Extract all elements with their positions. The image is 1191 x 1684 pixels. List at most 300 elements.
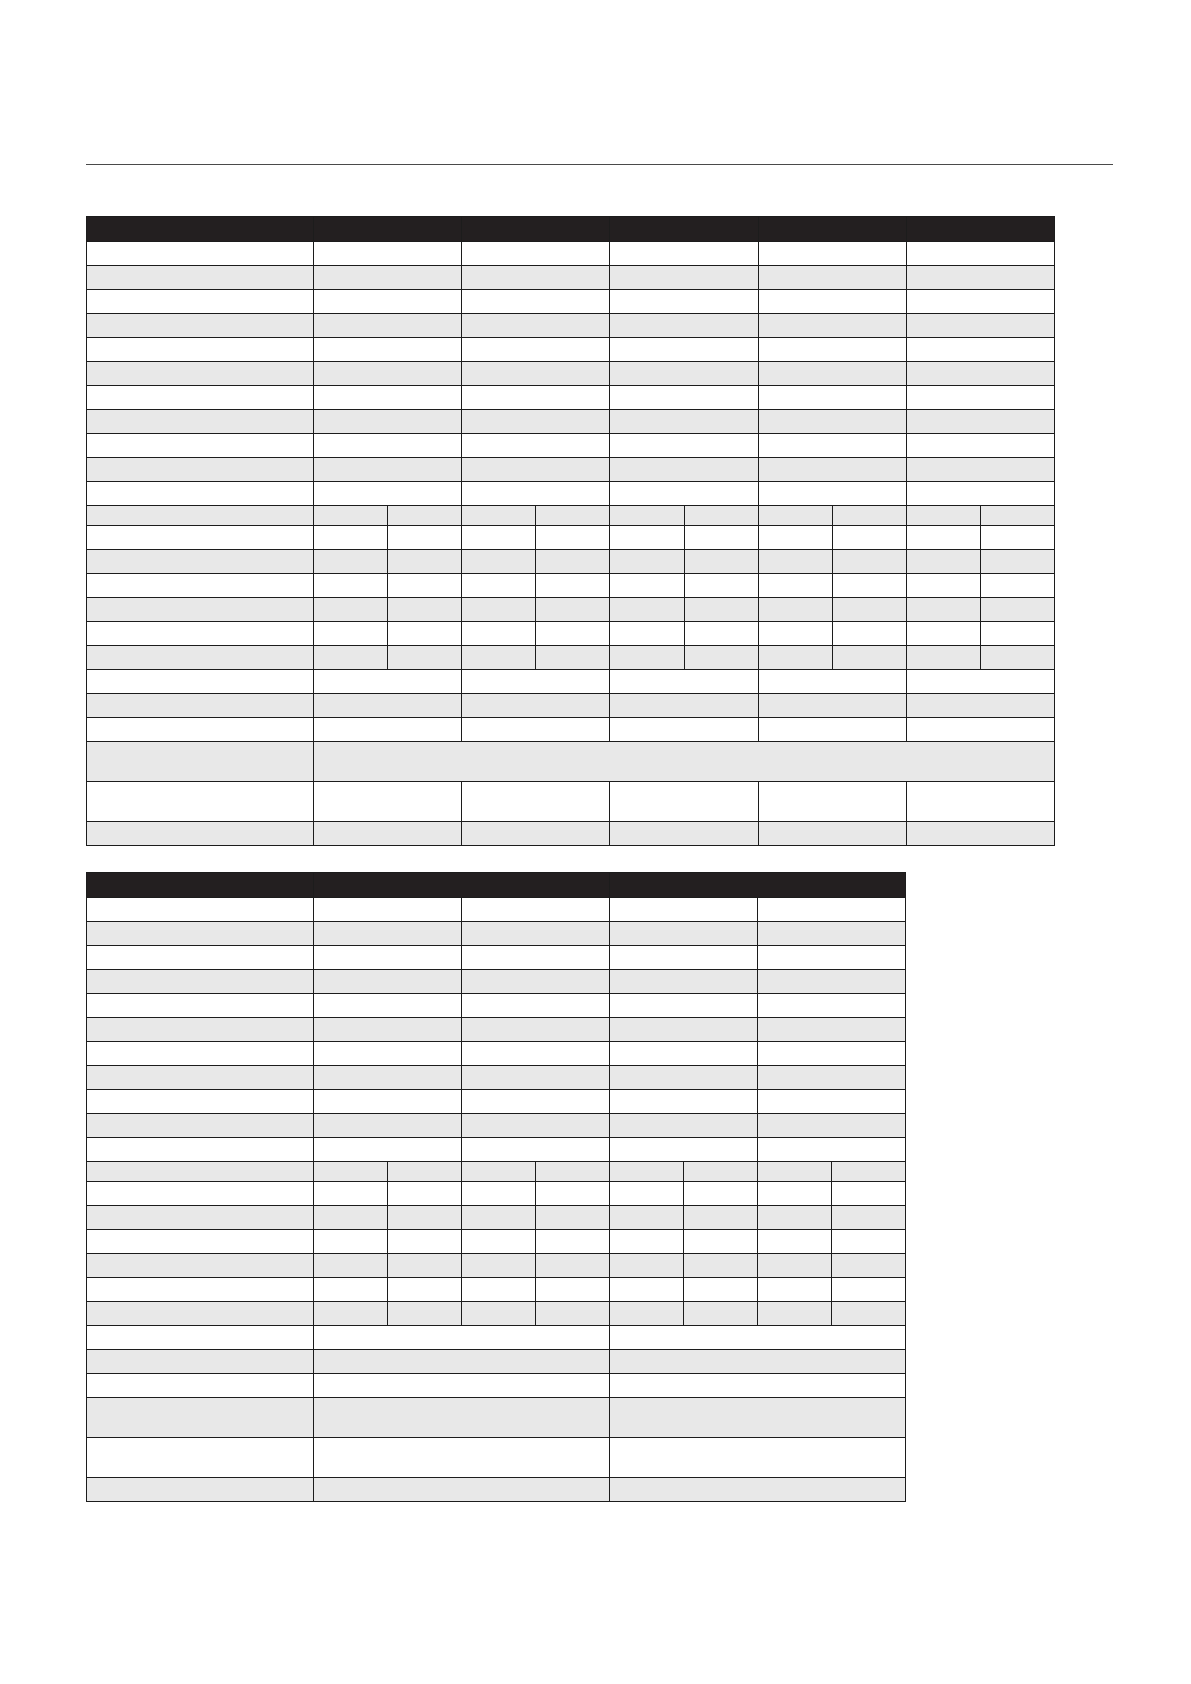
table-cell <box>758 266 906 290</box>
table-cell <box>536 1230 610 1254</box>
table-cell <box>906 718 1054 742</box>
table-cell <box>684 506 758 526</box>
table-cell <box>610 526 684 550</box>
row-label <box>87 646 314 670</box>
table-cell <box>314 1230 388 1254</box>
table-cell <box>462 338 610 362</box>
table-cell <box>906 670 1054 694</box>
table-cell <box>314 1042 462 1066</box>
table-cell <box>758 1018 906 1042</box>
table-cell <box>462 922 610 946</box>
table-cell <box>610 1066 758 1090</box>
table-cell <box>610 1478 906 1502</box>
table-cell <box>462 1162 536 1182</box>
table-row <box>87 742 1055 782</box>
row-label <box>87 1374 314 1398</box>
header-cell <box>87 873 314 898</box>
row-label <box>87 314 314 338</box>
table-cell <box>314 1090 462 1114</box>
table-cell <box>610 946 758 970</box>
table-cell <box>906 314 1054 338</box>
table-row <box>87 1230 906 1254</box>
table-row <box>87 482 1055 506</box>
table-cell <box>314 1066 462 1090</box>
table-cell <box>314 1302 388 1326</box>
row-label <box>87 434 314 458</box>
table-cell <box>758 410 906 434</box>
table-header-row <box>87 873 906 898</box>
table-cell <box>980 622 1054 646</box>
table-cell <box>462 898 610 922</box>
table-cell <box>610 1206 684 1230</box>
table-cell <box>314 550 388 574</box>
table-cell <box>832 1278 906 1302</box>
header-cell <box>314 873 610 898</box>
table-cell <box>462 1230 536 1254</box>
table-row <box>87 782 1055 822</box>
table-cell <box>610 670 758 694</box>
table-cell <box>610 646 684 670</box>
table-row <box>87 1254 906 1278</box>
table-cell <box>462 622 536 646</box>
table-cell <box>610 1138 758 1162</box>
table-cell <box>610 622 684 646</box>
table-cell <box>906 694 1054 718</box>
table-cell <box>610 718 758 742</box>
table-cell <box>462 266 610 290</box>
table-cell <box>610 410 758 434</box>
table-cell <box>610 1302 684 1326</box>
row-label <box>87 1206 314 1230</box>
table-cell <box>832 506 906 526</box>
table-row <box>87 242 1055 266</box>
table-cell <box>758 338 906 362</box>
table-cell <box>832 550 906 574</box>
table-cell <box>906 822 1054 846</box>
table-cell <box>462 670 610 694</box>
table-cell <box>462 550 536 574</box>
table-cell <box>906 482 1054 506</box>
row-label <box>87 574 314 598</box>
table-cell <box>462 1302 536 1326</box>
table-cell <box>314 362 462 386</box>
table-cell <box>610 386 758 410</box>
table-cell <box>462 526 536 550</box>
table-row <box>87 646 1055 670</box>
table-cell <box>758 670 906 694</box>
table-row <box>87 1206 906 1230</box>
table-cell <box>684 622 758 646</box>
row-label <box>87 550 314 574</box>
table-cell <box>758 550 832 574</box>
table-row <box>87 314 1055 338</box>
table-cell <box>758 362 906 386</box>
table-row <box>87 1138 906 1162</box>
table-cell <box>832 598 906 622</box>
table-cell <box>610 1278 684 1302</box>
table-cell <box>832 526 906 550</box>
table-cell <box>314 782 462 822</box>
table-cell <box>388 506 462 526</box>
table-cell <box>758 1162 832 1182</box>
table-cell <box>832 1254 906 1278</box>
table-cell <box>314 506 388 526</box>
header-cell <box>610 873 906 898</box>
table-cell <box>536 1182 610 1206</box>
table-cell <box>462 506 536 526</box>
table-row <box>87 362 1055 386</box>
row-label <box>87 410 314 434</box>
table-cell <box>462 598 536 622</box>
table-cell <box>388 646 462 670</box>
table-cell <box>610 1374 906 1398</box>
table-row <box>87 1326 906 1350</box>
row-label <box>87 694 314 718</box>
table-cell <box>462 1278 536 1302</box>
row-label <box>87 1326 314 1350</box>
table-cell <box>314 898 462 922</box>
row-label <box>87 362 314 386</box>
table-row <box>87 946 906 970</box>
table-cell <box>906 386 1054 410</box>
table-cell <box>314 242 462 266</box>
table-cell <box>684 1278 758 1302</box>
table-cell <box>610 1326 906 1350</box>
table-row <box>87 526 1055 550</box>
table-cell <box>462 822 610 846</box>
table-cell <box>462 1138 610 1162</box>
table-cell <box>536 506 610 526</box>
table-row <box>87 550 1055 574</box>
row-label <box>87 242 314 266</box>
row-label <box>87 482 314 506</box>
table-cell <box>610 598 684 622</box>
row-label <box>87 506 314 526</box>
row-label <box>87 458 314 482</box>
table-cell <box>906 458 1054 482</box>
table-cell <box>314 1398 610 1438</box>
table-cell <box>758 782 906 822</box>
table-cell <box>980 598 1054 622</box>
table-row <box>87 994 906 1018</box>
table-cell <box>314 290 462 314</box>
table-cell <box>536 1302 610 1326</box>
table-cell <box>758 646 832 670</box>
table-cell <box>314 574 388 598</box>
table-cell <box>314 1478 610 1502</box>
table-cell <box>758 694 906 718</box>
table-row <box>87 1374 906 1398</box>
row-label <box>87 1398 314 1438</box>
table-cell <box>758 598 832 622</box>
table-cell <box>388 1182 462 1206</box>
table-cell <box>610 970 758 994</box>
table-cell <box>758 994 906 1018</box>
table-cell <box>314 1350 610 1374</box>
table-row <box>87 1018 906 1042</box>
table-cell <box>610 1398 906 1438</box>
table-cell <box>684 550 758 574</box>
table-cell <box>758 1230 832 1254</box>
table-cell <box>462 1066 610 1090</box>
table-cell <box>906 622 980 646</box>
table-cell <box>388 1162 462 1182</box>
table-cell <box>832 1230 906 1254</box>
row-label <box>87 290 314 314</box>
table-cell <box>832 1206 906 1230</box>
table-cell <box>906 266 1054 290</box>
table-row <box>87 898 906 922</box>
table-cell <box>758 1254 832 1278</box>
row-label <box>87 1438 314 1478</box>
row-label <box>87 1066 314 1090</box>
top-rule <box>86 164 1113 165</box>
table-cell <box>610 550 684 574</box>
table-row <box>87 822 1055 846</box>
table-cell <box>758 458 906 482</box>
table-cell <box>388 526 462 550</box>
row-label <box>87 266 314 290</box>
table-cell <box>610 506 684 526</box>
table-cell <box>610 482 758 506</box>
table-cell <box>388 1278 462 1302</box>
table-row <box>87 1182 906 1206</box>
table-cell <box>536 574 610 598</box>
table-cell <box>314 410 462 434</box>
table-cell <box>610 290 758 314</box>
table-cell <box>906 550 980 574</box>
table-cell <box>462 386 610 410</box>
header-cell <box>758 217 906 242</box>
table-cell <box>758 386 906 410</box>
table-cell <box>314 1162 388 1182</box>
table-cell <box>758 946 906 970</box>
row-label <box>87 1302 314 1326</box>
table-cell <box>462 410 610 434</box>
table-cell <box>314 646 388 670</box>
table-cell <box>832 574 906 598</box>
row-label <box>87 718 314 742</box>
table-row <box>87 970 906 994</box>
table-cell <box>980 550 1054 574</box>
table-cell <box>906 362 1054 386</box>
table-cell <box>462 1042 610 1066</box>
table-cell <box>610 314 758 338</box>
table-row <box>87 506 1055 526</box>
table-cell <box>314 1138 462 1162</box>
table-cell <box>314 1374 610 1398</box>
row-label <box>87 1230 314 1254</box>
row-label <box>87 670 314 694</box>
table-cell <box>462 718 610 742</box>
table-cell <box>388 550 462 574</box>
table-cell <box>610 782 758 822</box>
table-cell <box>758 526 832 550</box>
table-cell <box>610 1350 906 1374</box>
row-label <box>87 598 314 622</box>
table-cell <box>610 898 758 922</box>
row-label <box>87 782 314 822</box>
table-cell <box>462 314 610 338</box>
row-label <box>87 1090 314 1114</box>
table-cell <box>388 1302 462 1326</box>
table-cell <box>314 970 462 994</box>
table-cell <box>536 550 610 574</box>
table-row <box>87 1066 906 1090</box>
table-cell <box>610 1230 684 1254</box>
table-cell <box>610 434 758 458</box>
table-row <box>87 1090 906 1114</box>
table-cell <box>462 782 610 822</box>
row-label <box>87 1254 314 1278</box>
table-row <box>87 1398 906 1438</box>
table-cell <box>462 1114 610 1138</box>
table-row <box>87 922 906 946</box>
table-cell <box>610 1438 906 1478</box>
table-cell <box>314 1114 462 1138</box>
table-cell <box>832 622 906 646</box>
table-cell <box>684 1302 758 1326</box>
header-cell <box>87 217 314 242</box>
table-cell <box>536 1162 610 1182</box>
header-cell <box>610 217 758 242</box>
table-cell <box>610 1114 758 1138</box>
table-row <box>87 694 1055 718</box>
table-cell <box>462 434 610 458</box>
table-row <box>87 1438 906 1478</box>
table-cell <box>906 506 980 526</box>
table-row <box>87 1278 906 1302</box>
table-cell <box>906 574 980 598</box>
table-cell <box>758 1278 832 1302</box>
table-cell <box>758 1182 832 1206</box>
table-cell <box>536 1206 610 1230</box>
table-cell <box>832 1302 906 1326</box>
row-label <box>87 898 314 922</box>
table-cell <box>758 922 906 946</box>
table-cell <box>610 1090 758 1114</box>
table-row <box>87 1350 906 1374</box>
table-row <box>87 266 1055 290</box>
table-cell <box>610 694 758 718</box>
table-row <box>87 290 1055 314</box>
table-cell <box>536 622 610 646</box>
table-cell <box>314 1278 388 1302</box>
row-label <box>87 1182 314 1206</box>
table-cell <box>462 1254 536 1278</box>
table-cell <box>610 1254 684 1278</box>
table-cell <box>610 242 758 266</box>
table-cell <box>980 574 1054 598</box>
table-cell <box>906 646 980 670</box>
table-cell <box>832 646 906 670</box>
table-cell <box>758 1066 906 1090</box>
table-cell <box>462 458 610 482</box>
row-label <box>87 822 314 846</box>
table-cell <box>610 574 684 598</box>
table-cell <box>610 1162 684 1182</box>
table-cell <box>536 598 610 622</box>
table-cell <box>536 526 610 550</box>
table-row <box>87 1302 906 1326</box>
table-cell <box>314 1438 610 1478</box>
table-cell <box>388 598 462 622</box>
row-label <box>87 386 314 410</box>
table-cell <box>314 946 462 970</box>
table-cell <box>314 670 462 694</box>
table-cell <box>314 1254 388 1278</box>
table-cell <box>610 1018 758 1042</box>
table-cell <box>314 922 462 946</box>
table-cell <box>388 1254 462 1278</box>
table-cell <box>832 1162 906 1182</box>
table-cell <box>314 994 462 1018</box>
table-cell <box>314 1182 388 1206</box>
table-cell <box>610 458 758 482</box>
table-cell <box>388 1230 462 1254</box>
table-cell <box>758 1090 906 1114</box>
table-cell <box>314 1206 388 1230</box>
table-cell <box>758 242 906 266</box>
table-cell <box>758 822 906 846</box>
header-cell <box>906 217 1054 242</box>
spec-table-2 <box>86 872 906 1502</box>
table-row <box>87 338 1055 362</box>
table-cell <box>314 622 388 646</box>
table-cell <box>462 694 610 718</box>
table-cell <box>314 458 462 482</box>
table-cell <box>536 1254 610 1278</box>
table-cell <box>684 1162 758 1182</box>
table-cell <box>906 242 1054 266</box>
table-cell <box>610 338 758 362</box>
row-label <box>87 1278 314 1302</box>
table-cell <box>462 1182 536 1206</box>
table-cell <box>906 290 1054 314</box>
table-cell <box>906 410 1054 434</box>
row-label <box>87 1042 314 1066</box>
table-cell <box>980 506 1054 526</box>
table-cell <box>314 598 388 622</box>
table-cell <box>758 1114 906 1138</box>
table-cell <box>388 622 462 646</box>
table-cell <box>388 1206 462 1230</box>
row-label <box>87 994 314 1018</box>
table-cell <box>906 526 980 550</box>
row-label <box>87 970 314 994</box>
table-cell <box>980 526 1054 550</box>
table-cell <box>314 742 1055 782</box>
table-cell <box>314 1018 462 1042</box>
table-cell <box>684 1206 758 1230</box>
table-cell <box>314 526 388 550</box>
table-header-row <box>87 217 1055 242</box>
table-cell <box>610 1042 758 1066</box>
table-cell <box>758 506 832 526</box>
table-row <box>87 410 1055 434</box>
table-cell <box>462 574 536 598</box>
table-cell <box>684 1182 758 1206</box>
table-cell <box>314 434 462 458</box>
table-cell <box>314 266 462 290</box>
row-label <box>87 338 314 362</box>
table-cell <box>758 574 832 598</box>
table-cell <box>758 970 906 994</box>
table-cell <box>314 338 462 362</box>
table-cell <box>758 434 906 458</box>
table-cell <box>758 1138 906 1162</box>
table-cell <box>758 1206 832 1230</box>
